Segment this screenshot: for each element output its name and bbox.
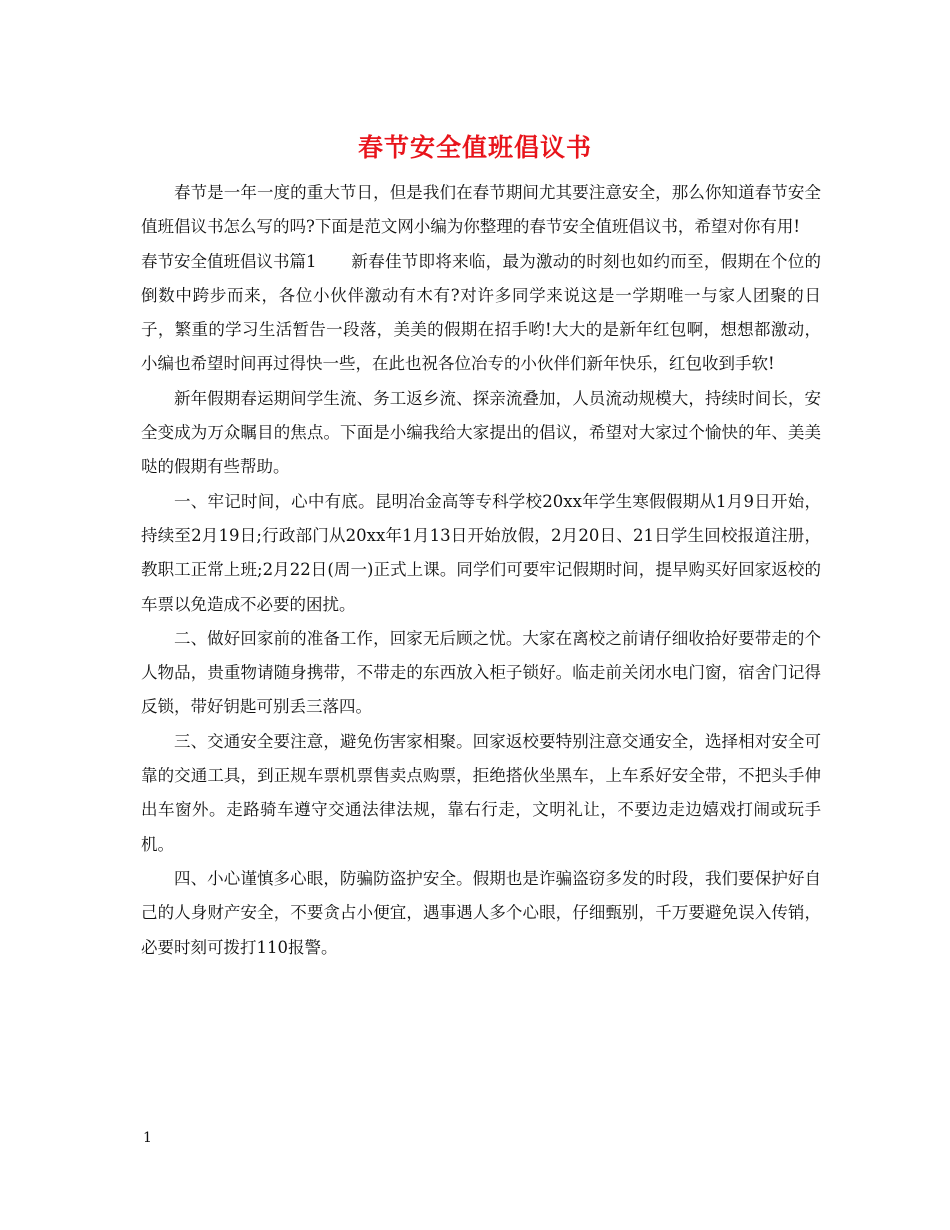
paragraph-traffic-safety: 三、交通安全要注意，避免伤害家相聚。回家返校要特别注意交通安全，选择相对安全可靠的交通工具，到正规车票机票售卖点购票，拒绝搭伙坐黑车，上车系好安全带，不把头手伸出车窗外。走路骑车遵守交通法律法规，靠右行走，文明礼让，不要边走边嬉戏打闹或玩手机。 xyxy=(141,731,821,854)
section-first-paragraph xyxy=(141,245,821,382)
intro-paragraph: 春节是一年一度的重大节日，但是我们在春节期间尤其要注意安全，那么你知道春节安全值班倡议书怎么写的吗?下面是范文网小编为你整理的春节安全值班倡议书，希望对你有用! xyxy=(141,183,821,237)
paragraph-anti-fraud: 四、小心谨慎多心眼，防骗防盗护安全。假期也是诈骗盗窃多发的时段，我们要保护好自己的人身财产安全，不要贪占小便宜，遇事遇人多个心眼，仔细甄别，千万要避免误入传销，必要时刻可拨打110报警。 xyxy=(141,868,821,957)
section-label: 春节安全值班倡议书篇1 xyxy=(141,251,317,271)
paragraph-travel-safety: 新年假期春运期间学生流、务工返乡流、探亲流叠加，人员流动规模大，持续时间长，安全变成为万众瞩目的焦点。下面是小编我给大家提出的倡议，希望对大家过个愉快的年、美美哒的假期有些帮助。 xyxy=(141,388,821,477)
document-title: 春节安全值班倡议书 xyxy=(357,133,592,162)
document-body xyxy=(141,176,821,965)
paragraph-remember-time: 一、牢记时间，心中有底。昆明冶金高等专科学校20xx年学生寒假假期从1月9日开始，持续至2月19日;行政部门从20xx年1月13日开始放假，2月20日、21日学生回校报道注册，教职工正常上班;2月22日(周一)正式上课。同学们可要牢记假期时间，提早购买好回家返校的车票以免造成不必要的困扰。 xyxy=(141,491,821,614)
page-number: 1 xyxy=(143,1130,152,1146)
paragraph-preparation: 二、做好回家前的准备工作，回家无后顾之忧。大家在离校之前请仔细收拾好要带走的个人物品，贵重物请随身携带，不带走的东西放入柜子锁好。临走前关闭水电门窗，宿舍门记得反锁，带好钥匙可别丢三落四。 xyxy=(141,628,821,717)
section-first-text: 新春佳节即将来临，最为激动的时刻也如约而至，假期在个位的倒数中跨步而来，各位小伙伴激动有木有?对许多同学来说这是一学期唯一与家人团聚的日子，繁重的学习生活暂告一段落，美美的假期在招手哟!大大的是新年红包啊，想想都激动，小编也希望时间再过得快一些，在此也祝各位冶专的小伙伴们新年快乐，红包收到手软! xyxy=(141,251,821,374)
